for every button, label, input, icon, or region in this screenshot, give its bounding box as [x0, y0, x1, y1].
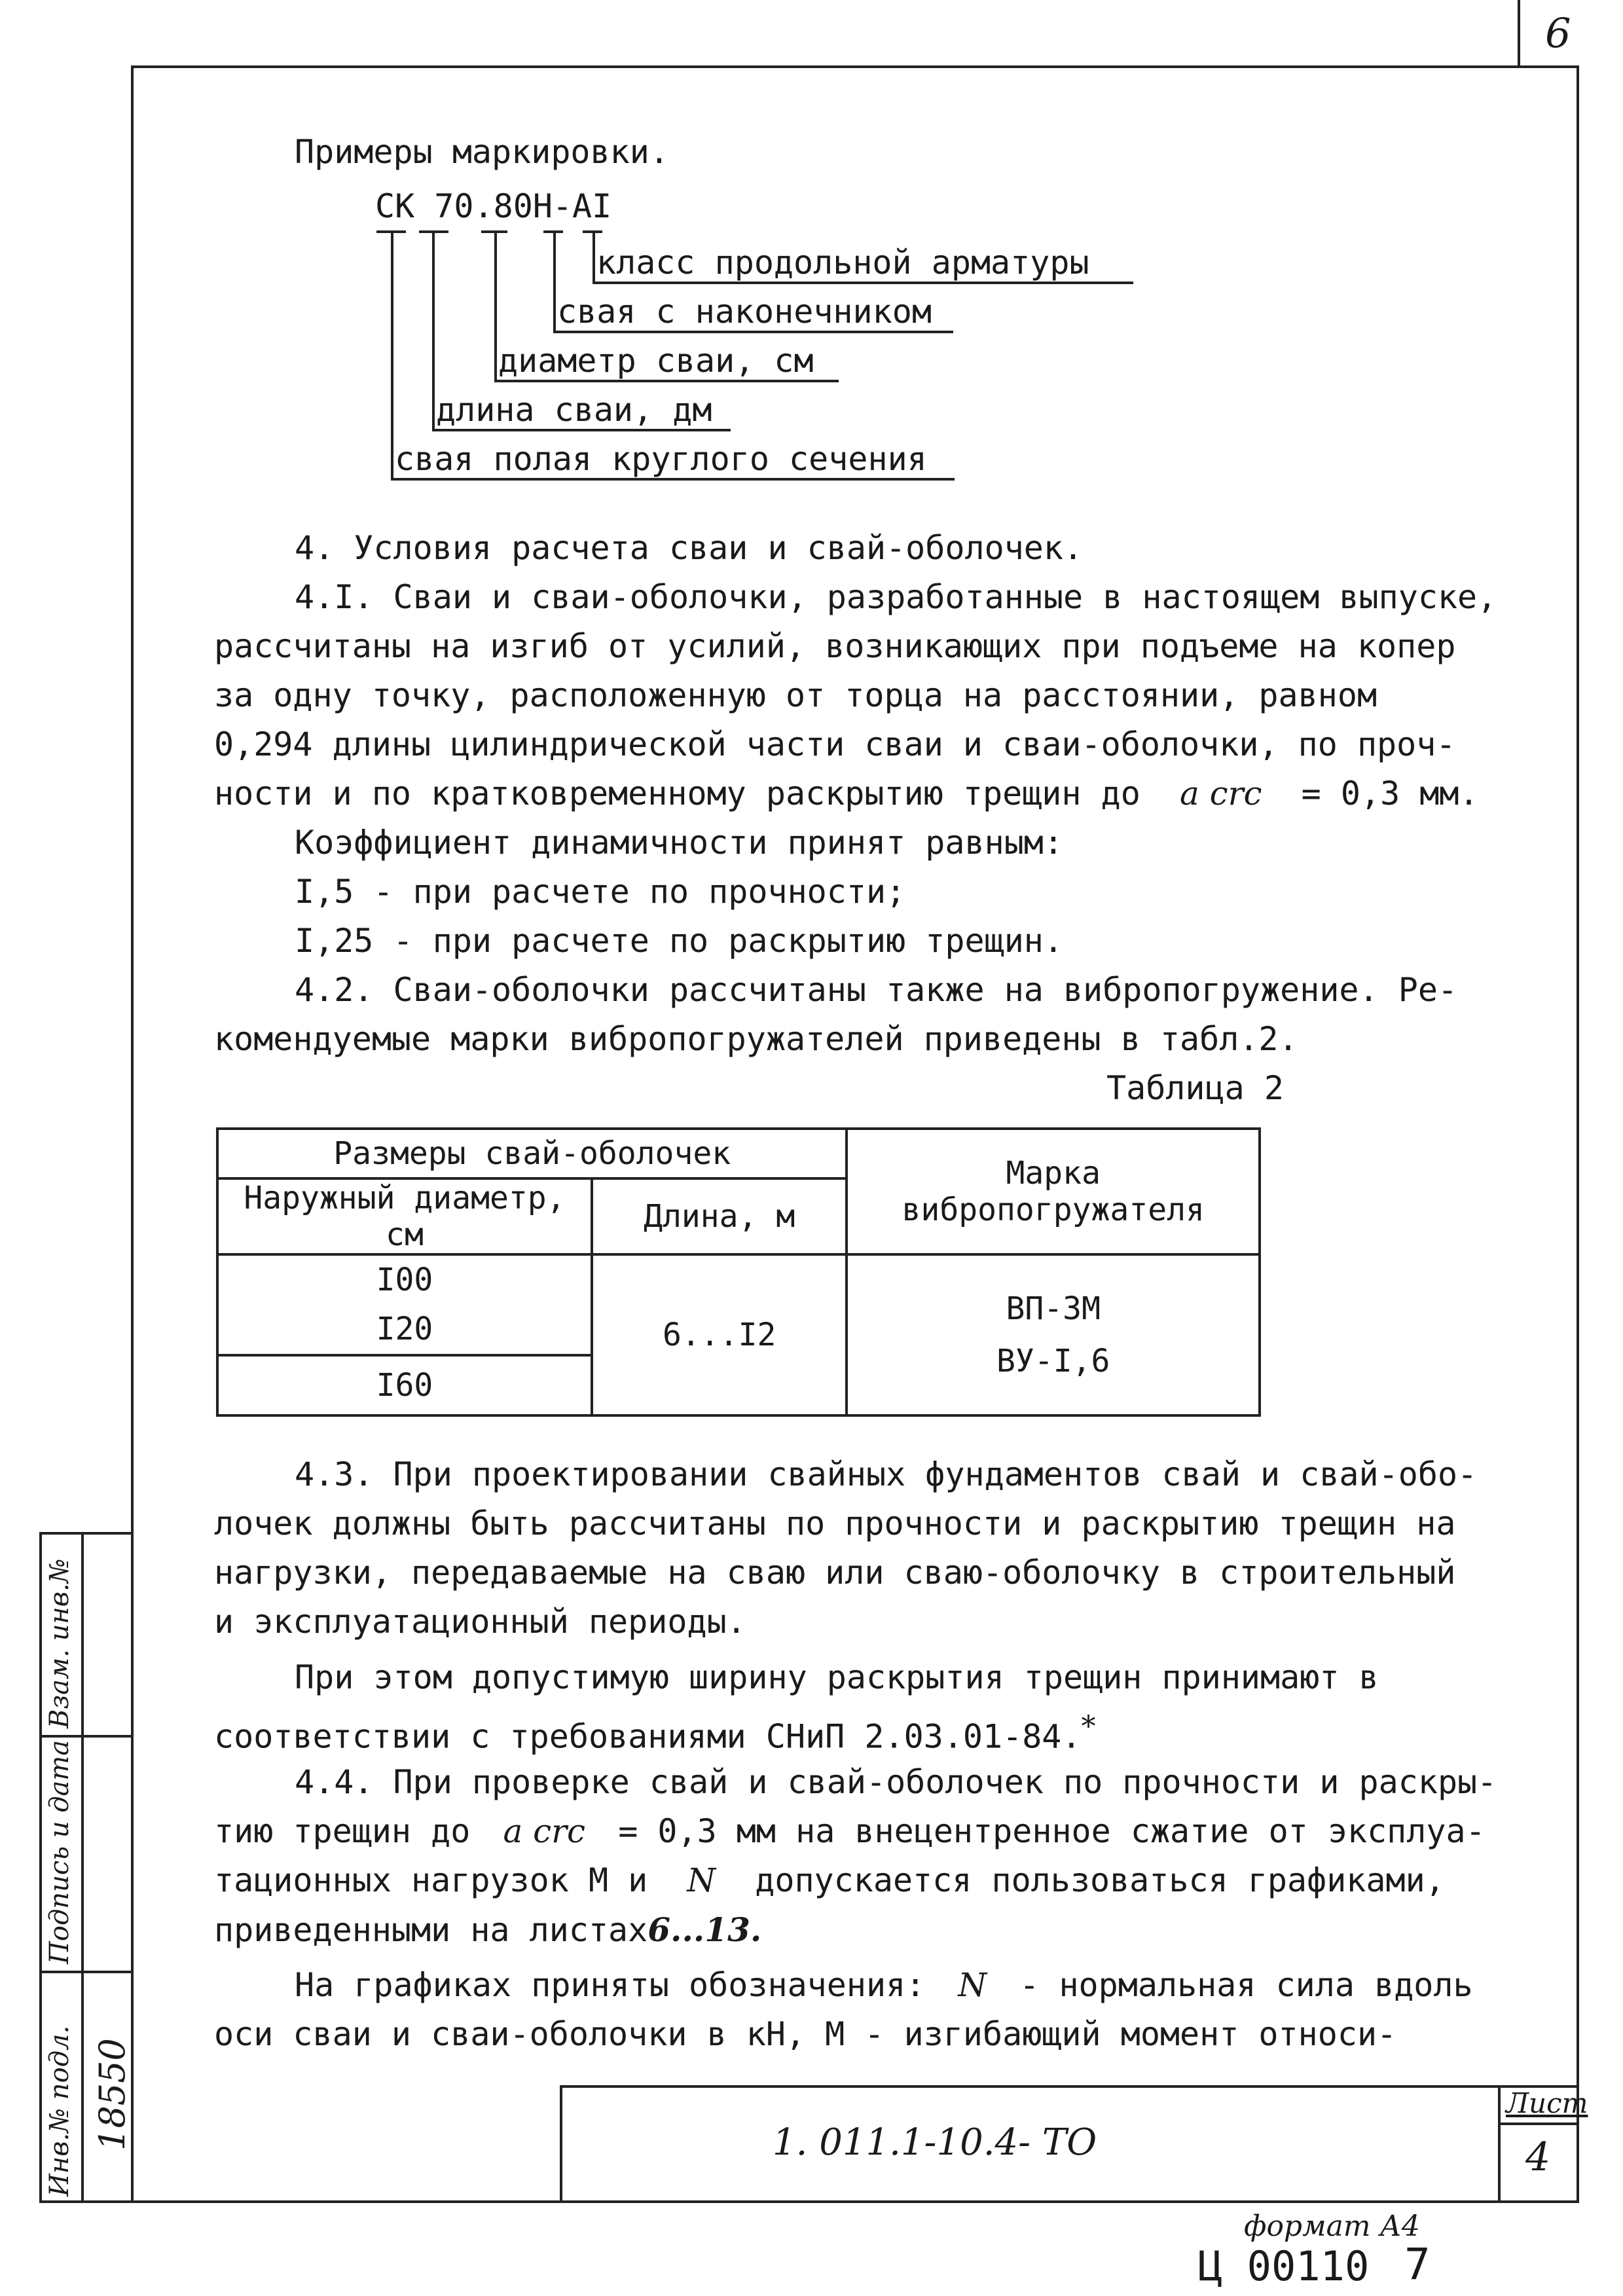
- inv-repl-label: Взам. инв.№: [45, 1558, 75, 1728]
- p43b-text: соответствии с требованиями СНиП 2.03.01-84.: [214, 1717, 1082, 1756]
- p44-line4: [214, 1905, 761, 1955]
- p44-line1: 4.4. При проверке свай и свай-оболочек по прочности и раскры-: [295, 1763, 1497, 1801]
- document-designation: 1. 011.1-10.4- ТО: [773, 2121, 1097, 2164]
- sign-date-label: Подпись и дата: [45, 1740, 75, 1964]
- symbol-n: N: [958, 1966, 987, 2004]
- p45-line2: оси сваи и сваи-оболочки в кН, М - изгибающий момент относи-: [214, 2015, 1397, 2053]
- inv-orig-label: Инв.№ подл.: [45, 2025, 75, 2196]
- p45-line1-post: - нормальная сила вдоль: [1019, 1966, 1473, 2004]
- p44-line2-post: = 0,3 мм на внецентренное сжатие от эксплуа-: [618, 1812, 1486, 1850]
- p43b-line: При этом допустимую ширину раскрытия трещин принимают в: [295, 1658, 1379, 1696]
- p44-line3-pre: тационных нагрузок М и: [214, 1861, 648, 1899]
- p43-line: и эксплуатационный периоды.: [214, 1603, 746, 1641]
- left-strip-line: [39, 1971, 131, 1973]
- coef-line: I,25 - при расчете по раскрытию трещин.: [295, 922, 1063, 960]
- tick-2: [419, 230, 448, 233]
- p44-line3-post: допускается пользоваться графиками,: [755, 1861, 1445, 1899]
- p43b-line: [214, 1702, 1096, 1762]
- archive-number: 7: [1404, 2239, 1431, 2289]
- title-block-divider: [1498, 2085, 1501, 2203]
- symbol-a-crc: a crc: [1179, 774, 1262, 812]
- p41-last-pre: ности и по кратковременному раскрытию трещин до: [214, 774, 1140, 812]
- marking-label-diameter: диаметр сваи, см: [494, 342, 839, 382]
- coef-line: I,5 - при расчете по прочности;: [295, 873, 906, 911]
- brand-value: ВУ-I,6: [996, 1343, 1110, 1379]
- tick-3: [481, 230, 507, 233]
- diameter-value: I00: [376, 1262, 433, 1298]
- p41-line: рассчитаны на изгиб от усилий, возникающих при подъеме на копер: [214, 627, 1456, 665]
- archive-code: Ц 00110: [1198, 2242, 1370, 2290]
- table-diameter-cell: [217, 1254, 592, 1355]
- diameter-value: I60: [217, 1355, 592, 1415]
- diameter-value: I20: [376, 1311, 433, 1347]
- left-strip-line: [39, 1735, 131, 1738]
- p41-last-post: = 0,3 мм.: [1301, 774, 1479, 812]
- table-group-header: Размеры свай-оболочек: [217, 1129, 847, 1178]
- marking-title: Примеры маркировки.: [295, 133, 669, 171]
- marking-label-section: свая полая круглого сечения: [391, 440, 955, 481]
- p41-line: 4.I. Сваи и сваи-оболочки, разработанные в настоящем выпуске,: [295, 578, 1497, 616]
- marking-code: СК 70.80Н-АI: [375, 187, 612, 225]
- table-col-length: Длина, м: [592, 1178, 847, 1254]
- p44-line2-pre: тию трещин до: [214, 1812, 471, 1850]
- table-length-cell: 6...I2: [592, 1254, 847, 1415]
- p45-line1: [295, 1961, 1473, 2010]
- table-col-brand: Марка вибропогружателя: [847, 1129, 1260, 1254]
- symbol-a-crc: a crc: [503, 1812, 586, 1850]
- p44-line3: [214, 1856, 1445, 1905]
- coef-line: Коэффициент динамичности принят равным:: [295, 824, 1063, 862]
- p43-line: лочек должны быть рассчитаны по прочности и раскрытию трещин на: [214, 1504, 1456, 1542]
- table-2: [216, 1127, 1261, 1417]
- p43-line: 4.3. При проектировании свайных фундаментов свай и свай-обо-: [295, 1455, 1478, 1493]
- table-caption: Таблица 2: [1106, 1069, 1284, 1107]
- tick-1: [376, 230, 406, 233]
- section-heading: 4. Условия расчета сваи и свай-оболочек.: [295, 529, 1084, 567]
- p43-line: нагрузки, передаваемые на сваю или сваю-оболочку в строительный: [214, 1554, 1456, 1592]
- asterisk-mark: *: [1081, 1710, 1096, 1743]
- table-col-diameter: Наружный диаметр, см: [217, 1178, 592, 1254]
- p42-line: комендуемые марки вибропогружателей приведены в табл.2.: [214, 1020, 1298, 1058]
- p44-line2: [214, 1807, 1486, 1856]
- marking-label-armature: класс продольной арматуры: [593, 244, 1133, 284]
- sheet-cell-line: [1498, 2123, 1579, 2125]
- page-number-top: 6: [1545, 9, 1571, 57]
- corner-line: [1518, 0, 1520, 67]
- p42-line: 4.2. Сваи-оболочки рассчитаны также на вибропогружение. Ре-: [295, 971, 1458, 1009]
- tick-5: [583, 230, 602, 233]
- table-brand-cell: [847, 1254, 1260, 1415]
- left-strip-divider: [81, 1532, 84, 2203]
- brand-value: ВП-3М: [1006, 1290, 1101, 1327]
- p41-line: за одну точку, расположенную от торца на расстоянии, равном: [214, 676, 1377, 714]
- tick-4: [543, 230, 563, 233]
- sheet-number: 4: [1525, 2134, 1551, 2180]
- p41-line: 0,294 длины цилиндрической части сваи и сваи-оболочки, по проч-: [214, 725, 1456, 763]
- sheet-ref: 6...13.: [647, 1910, 762, 1949]
- p41-last-line: [214, 769, 1479, 818]
- sheet-label: Лист: [1506, 2087, 1588, 2119]
- symbol-n: N: [687, 1861, 716, 1899]
- marking-label-length: длина сваи, дм: [432, 391, 731, 431]
- p45-line1-pre: На графиках приняты обозначения:: [295, 1966, 926, 2004]
- p44-line4-pre: приведенными на листах: [214, 1911, 648, 1949]
- marking-label-tip: свая с наконечником: [553, 293, 953, 333]
- format-label: формат А4: [1244, 2210, 1420, 2243]
- inv-orig-value: 18550: [92, 2038, 133, 2151]
